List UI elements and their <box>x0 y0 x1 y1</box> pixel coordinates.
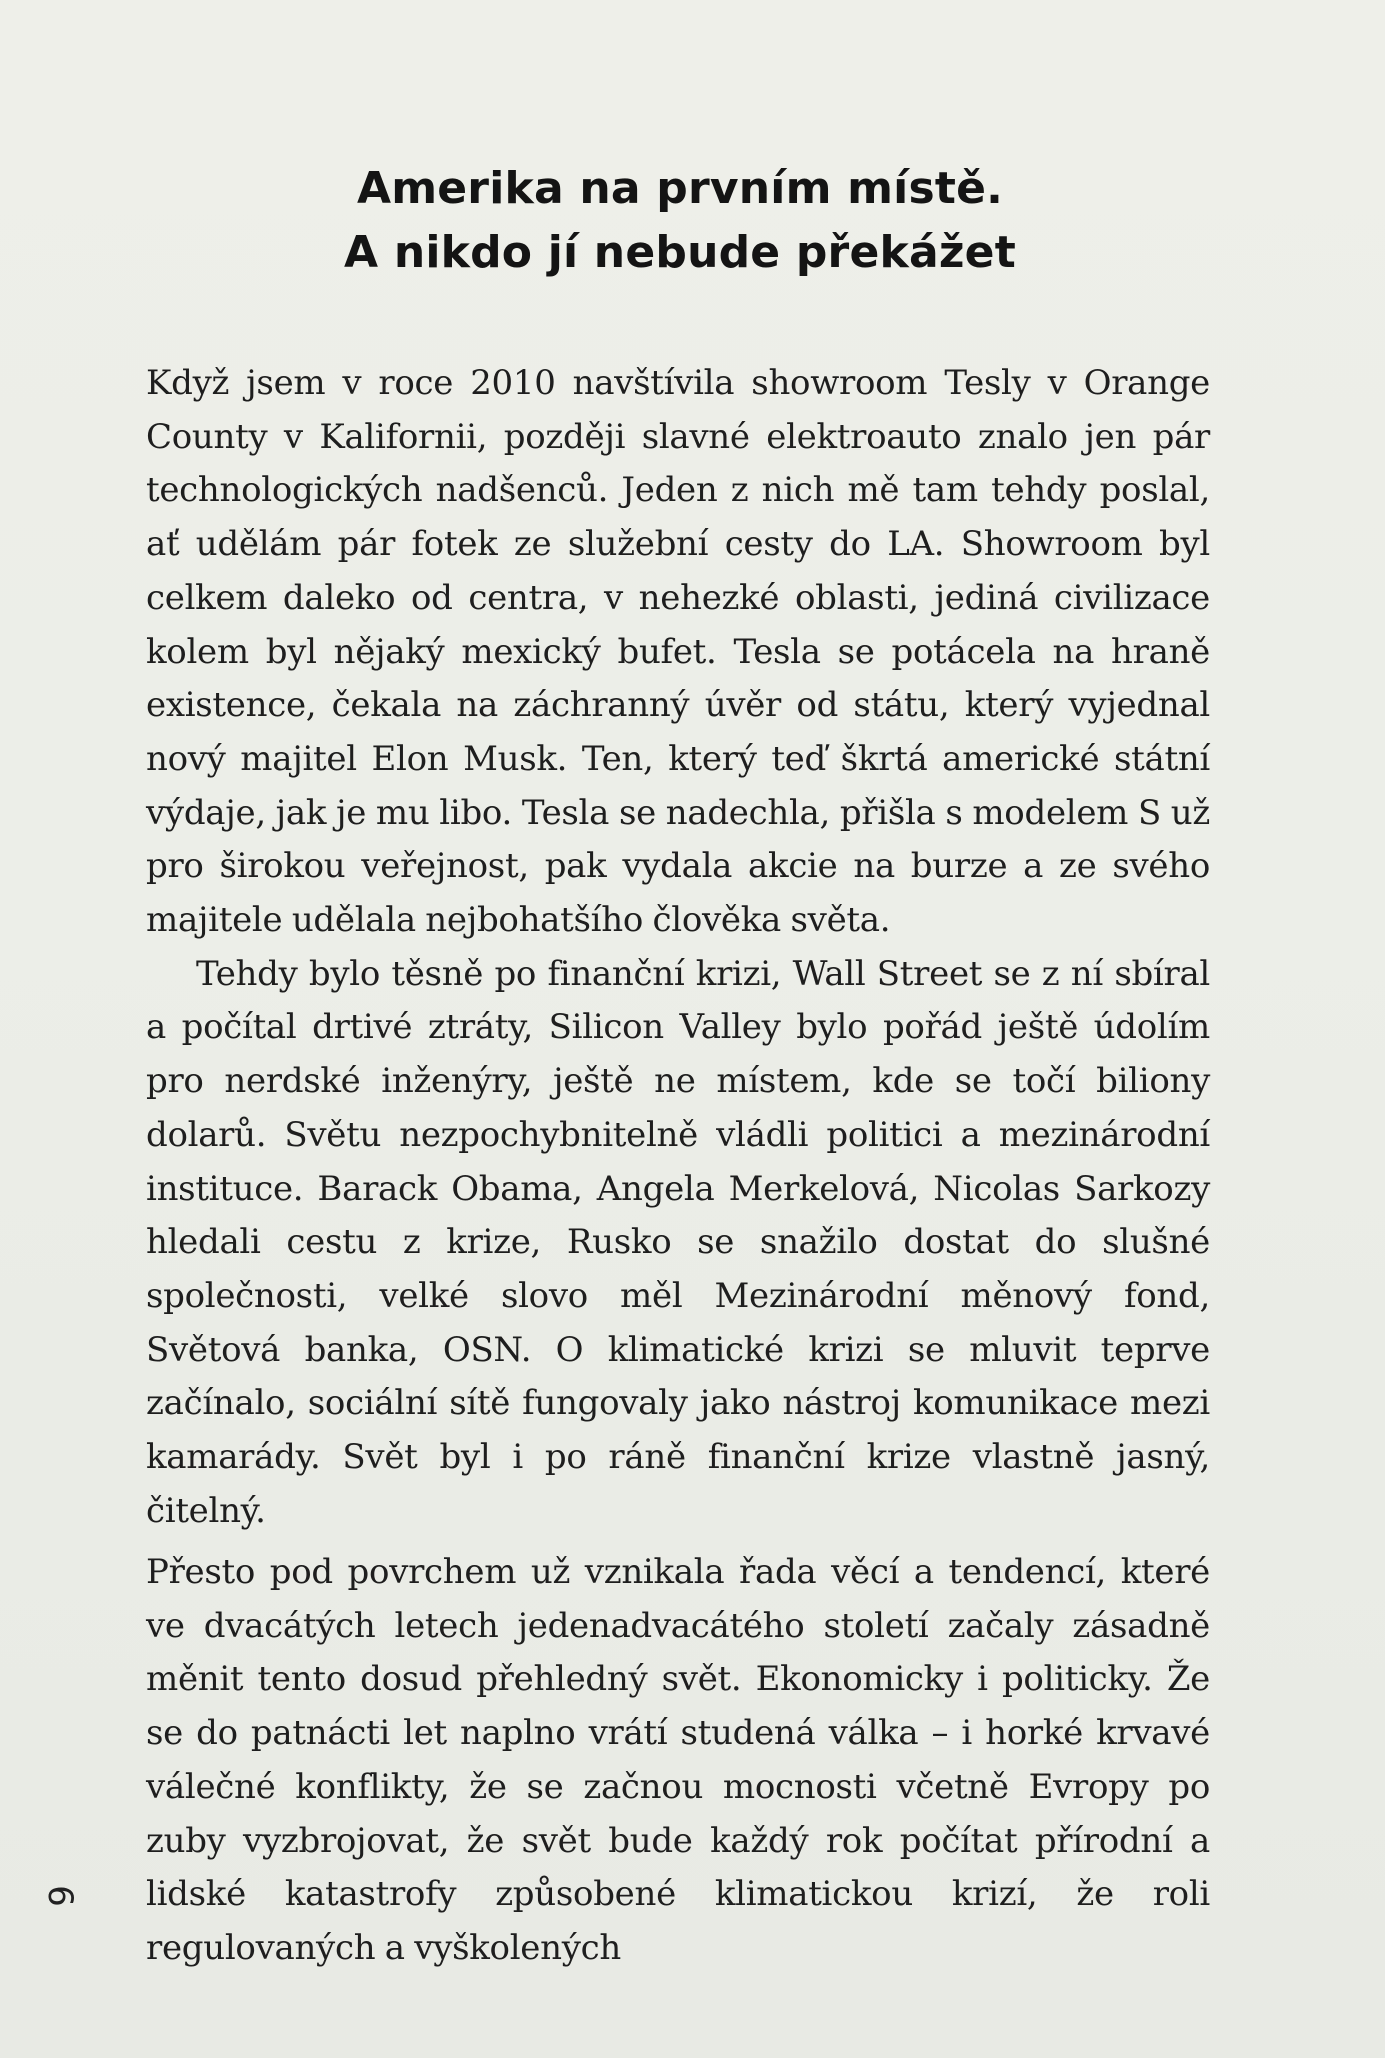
paragraph: Přesto pod povrchem už vznikala řada věcí a tendencí, které ve dvacátých letech jedenadvacátého století začaly zásadně měnit tento dosud přehledný svět. Ekonomicky i politicky. Že se do patnácti let naplno vrátí studená válka – i horké krvavé válečné konflikty, že se začnou mocnosti včetně Evropy po zuby vyzbrojovat, že svět bude každý rok počítat přírodní a lidské katastrofy způsobené klimatickou krizí, že roli regulovaných a vyškolených <box>146 1552 1210 1968</box>
paragraph: Tehdy bylo těsně po finanční krizi, Wall Street se z ní sbíral a počítal drtivé ztráty, Silicon Valley bylo pořád ještě údolím pro nerdské inženýry, ještě ne místem, kde se točí biliony dolarů. Světu nezpochybnitelně vládli politici a mezinárodní instituce. Barack Obama, Angela Merkelová, Nicolas Sarkozy hledali cestu z krize, Rusko se snažilo dostat do slušné společnosti, velké slovo měl Mezinárodní měnový fond, Světová banka, OSN. O klimatické krizi se mluvit teprve začínalo, sociální sítě fungovaly jako nástroj komunikace mezi kamarády. Svět byl i po ráně finanční krize vlastně jasný, čitelný. <box>146 953 1210 1531</box>
paragraph: Když jsem v roce 2010 navštívila showroom Tesly v Orange County v Kalifornii, později slavné elektroauto znalo jen pár technologických nadšenců. Jeden z nich mě tam tehdy poslal, ať udělám pár fotek ze služební cesty do LA. Showroom byl celkem daleko od centra, v nehezké oblasti, jediná civilizace kolem byl nějaký mexický bufet. Tesla se potácela na hraně existence, čekala na záchranný úvěr od státu, který vyjednal nový majitel Elon Musk. Ten, který teď škrtá americké státní výdaje, jak je mu libo. Tesla se nadechla, přišla s modelem S už pro širokou veřejnost, pak vydala akcie na burze a ze svého majitele udělala nejbohatšího člověka světa. <box>146 363 1210 941</box>
text-section-2 <box>146 1546 1210 1976</box>
chapter-title-line-1: Amerika na prvním místě. <box>356 163 1004 215</box>
chapter-title-line-2: A nikdo jí nebude překážet <box>344 227 1016 279</box>
chapter-title <box>200 157 1160 285</box>
page-number: 6 <box>40 1885 80 1907</box>
text-section-1 <box>146 357 1210 1538</box>
